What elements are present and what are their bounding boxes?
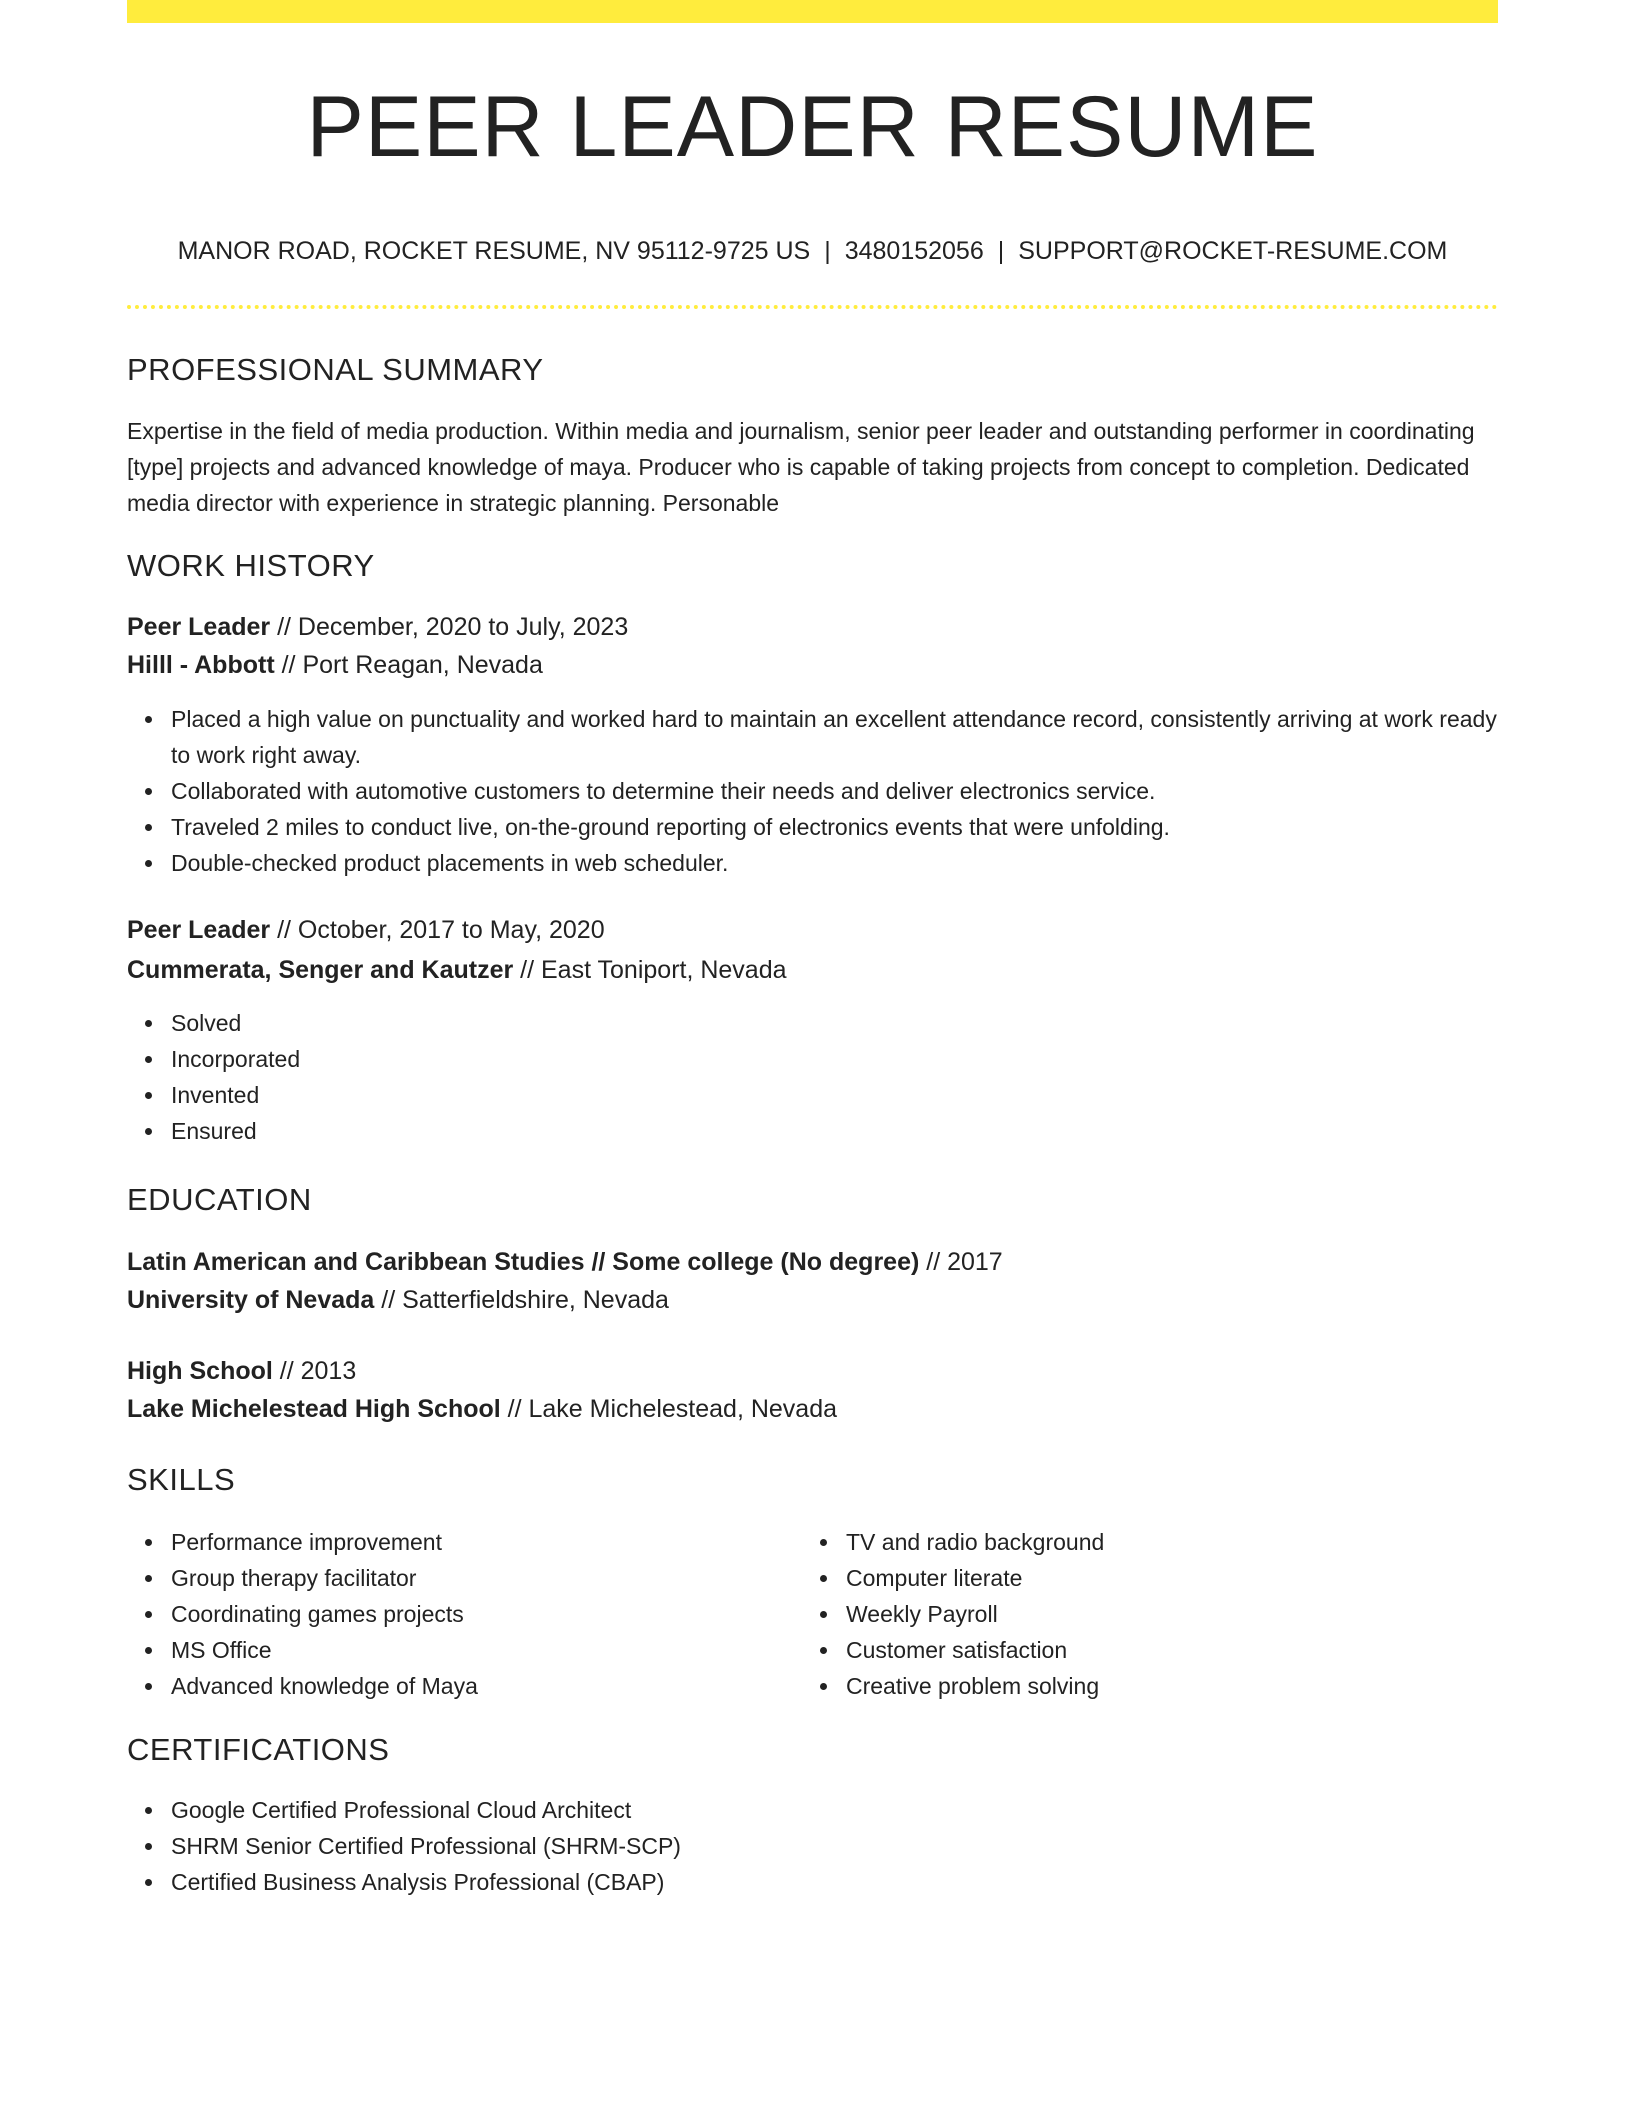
list-item: Creative problem solving (846, 1668, 1496, 1704)
education-location: // Lake Michelestead, Nevada (500, 1395, 838, 1423)
contact-line (127, 237, 1498, 266)
top-accent-bar (127, 0, 1498, 23)
education-year: // 2013 (272, 1357, 357, 1385)
education-school: University of Nevada (127, 1286, 375, 1314)
resume-title: PEER LEADER RESUME (306, 79, 1319, 175)
education-degree: Latin American and Caribbean Studies // Some college (No degree) (127, 1248, 920, 1276)
skills-list-left (127, 1524, 791, 1704)
job-title-line (127, 613, 628, 642)
job-location: // East Toniport, Nevada (513, 956, 787, 984)
education-school-line (127, 1286, 669, 1315)
list-item: Google Certified Professional Cloud Architect (171, 1792, 1071, 1828)
list-item: MS Office (171, 1632, 791, 1668)
list-item: Incorporated (171, 1041, 771, 1077)
job-dates: // October, 2017 to May, 2020 (270, 916, 605, 944)
job-company: Hilll - Abbott (127, 651, 275, 679)
list-item: Solved (171, 1005, 771, 1041)
list-item: Weekly Payroll (846, 1596, 1496, 1632)
job-company-line (127, 956, 787, 985)
list-item: Customer satisfaction (846, 1632, 1496, 1668)
list-item: Invented (171, 1077, 771, 1113)
job-title: Peer Leader (127, 916, 271, 944)
list-item: Double-checked product placements in web scheduler. (171, 845, 1498, 881)
list-item: TV and radio background (846, 1524, 1496, 1560)
education-degree: High School (127, 1357, 273, 1385)
job-company: Cummerata, Senger and Kautzer (127, 956, 514, 984)
education-degree-line (127, 1357, 356, 1386)
list-item: Collaborated with automotive customers to determine their needs and deliver electronics service. (171, 773, 1498, 809)
list-item: Coordinating games projects (171, 1596, 791, 1632)
contact-address: MANOR ROAD, ROCKET RESUME, NV 95112-9725 US (177, 237, 811, 265)
list-item: Placed a high value on punctuality and worked hard to maintain an excellent attendance record, consistently arriving at work ready to work right away. (171, 701, 1498, 773)
contact-separator: | (824, 237, 831, 265)
contact-separator: | (997, 237, 1005, 265)
list-item: Computer literate (846, 1560, 1496, 1596)
list-item: Certified Business Analysis Professional (CBAP) (171, 1864, 1071, 1900)
section-heading-work: WORK HISTORY (127, 548, 375, 583)
contact-phone: 3480152056 (844, 237, 984, 265)
education-year: // 2017 (919, 1248, 1003, 1276)
list-item: Group therapy facilitator (171, 1560, 791, 1596)
skills-list-right (802, 1524, 1496, 1704)
dotted-divider (127, 305, 1498, 309)
education-school: Lake Michelestead High School (127, 1395, 501, 1423)
job-location: // Port Reagan, Nevada (274, 651, 543, 679)
list-item: Ensured (171, 1113, 771, 1149)
job-bullets (127, 1005, 771, 1149)
job-title: Peer Leader (127, 613, 271, 641)
job-title-line (127, 916, 605, 945)
education-location: // Satterfieldshire, Nevada (374, 1286, 669, 1314)
certifications-list (127, 1792, 1071, 1900)
summary-text: Expertise in the field of media production. Within media and journalism, senior peer leader and outstanding performer in coordinating [type] projects and advanced knowledge of maya. Producer who is capable of taking projects from concept to completion. Dedicated media director with experience in strategic planning. Personable (127, 418, 1475, 516)
job-dates: // December, 2020 to July, 2023 (270, 613, 629, 641)
contact-email: SUPPORT@ROCKET-RESUME.COM (1018, 237, 1448, 265)
section-heading-education: EDUCATION (127, 1182, 312, 1217)
list-item: Traveled 2 miles to conduct live, on-the-ground reporting of electronics events that were unfolding. (171, 809, 1498, 845)
list-item: SHRM Senior Certified Professional (SHRM-SCP) (171, 1828, 1071, 1864)
list-item: Performance improvement (171, 1524, 791, 1560)
education-degree-line (127, 1248, 1003, 1277)
job-bullets (127, 701, 1498, 881)
list-item: Advanced knowledge of Maya (171, 1668, 791, 1704)
education-school-line (127, 1395, 837, 1424)
section-heading-summary: PROFESSIONAL SUMMARY (127, 352, 544, 387)
section-heading-certifications: CERTIFICATIONS (127, 1732, 390, 1767)
job-company-line (127, 651, 543, 680)
section-heading-skills: SKILLS (127, 1462, 236, 1497)
